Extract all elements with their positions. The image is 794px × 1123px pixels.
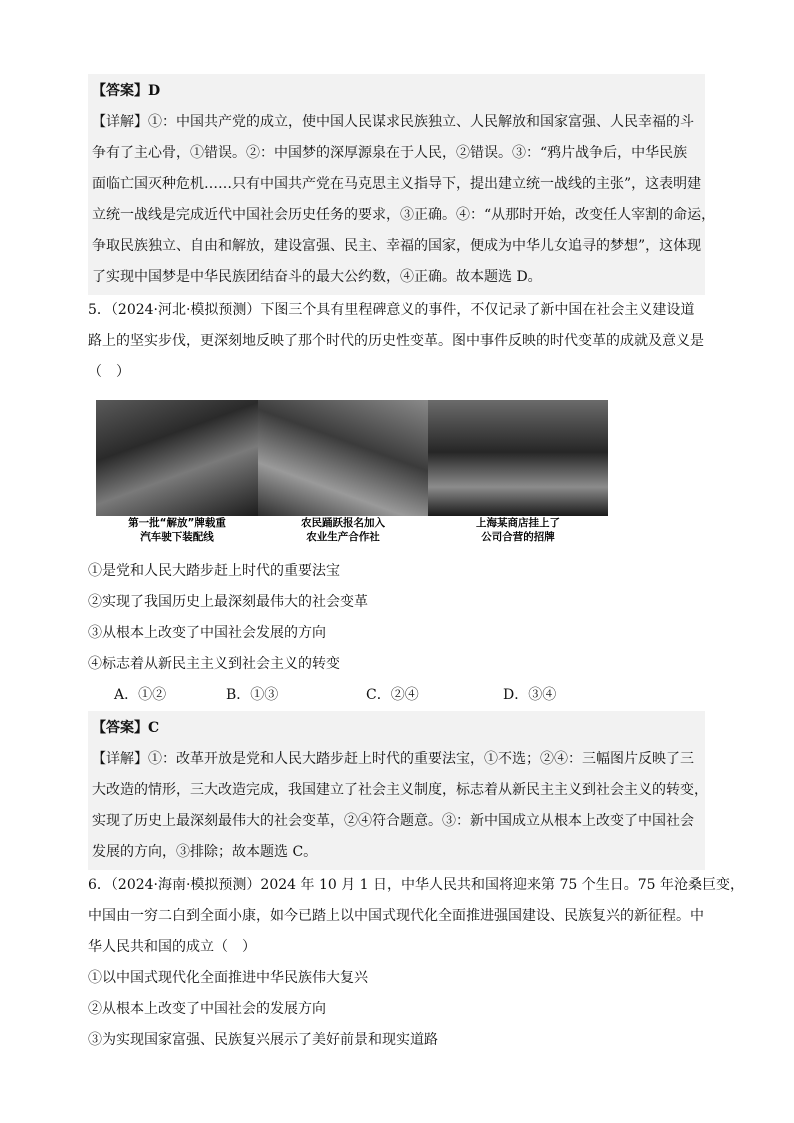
photo-truck-assembly (96, 400, 258, 546)
q5-detail-line: 【详解】①：改革开放是党和人民大踏步赶上时代的重要法宝，①不选；②④：三幅图片反映了三 (92, 751, 694, 767)
photo-truck-image (96, 400, 258, 516)
q4-detail-line: 面临亡国灭种危机……只有中国共产党在马克思主义指导下，提出建立统一战线的主张”，这表明建 (92, 176, 702, 192)
photo-shop-image (428, 400, 608, 516)
q5-option-b: B．①③ (226, 687, 279, 703)
q6-stem-line: 中国由一穷二白到全面小康，如今已踏上以中国式现代化全面推进强国建设、民族复兴的新征程。中 (88, 908, 704, 924)
q5-option-d: D．③④ (503, 687, 557, 703)
q5-question (88, 295, 705, 711)
q5-statement: ④标志着从新民主主义到社会主义的转变 (88, 656, 340, 672)
q5-detail-line: 发展的方向，③排除；故本题选 C。 (92, 844, 318, 860)
q4-detail-line: 立统一战线是完成近代中国社会历史任务的要求，③正确。④：“从那时开始，改变任人宰割的命运， (92, 207, 716, 223)
q5-detail-line: 大改造的情形，三大改造完成，我国建立了社会主义制度，标志着从新民主主义到社会主义的转变， (92, 782, 708, 798)
q6-question (88, 870, 745, 1056)
q4-detail-line: 争有了主心骨，①错误。②：中国梦的深厚源泉在于人民，②错误。③：“鸦片战争后，中华民族 (92, 145, 688, 161)
q4-detail-line: 争取民族独立、自由和解放，建设富强、民主、幸福的国家，便成为中华儿女追寻的梦想”，这体现 (92, 238, 702, 254)
photo-shanghai-shop (428, 400, 608, 546)
q4-detail-line: 了实现中国梦是中华民族团结奋斗的最大公约数，④正确。故本题选 D。 (92, 269, 542, 285)
photo-caption: 第一批“解放”牌载重 汽车驶下装配线 (96, 516, 258, 546)
q5-answer-block (88, 711, 708, 870)
q5-answer-line: 【答案】C (92, 720, 160, 736)
q4-answer-block (88, 74, 716, 295)
q5-options (88, 680, 705, 711)
q6-statement: ①以中国式现代化全面推进中华民族伟大复兴 (88, 970, 368, 986)
q5-statement: ②实现了我国历史上最深刻最伟大的社会变革 (88, 594, 368, 610)
q6-statement: ③为实现国家富强、民族复兴展示了美好前景和现实道路 (88, 1032, 438, 1048)
q6-stem-line: 华人民共和国的成立（ ） (88, 939, 256, 955)
q5-photo-strip (96, 400, 608, 546)
q5-stem-line: 路上的坚实步伐，更深刻地反映了那个时代的历史性变革。图中事件反映的时代变革的成就及意义是 (88, 333, 704, 349)
q4-detail-line: 【详解】①：中国共产党的成立，使中国人民谋求民族独立、人民解放和国家富强、人民幸福的斗 (92, 114, 694, 130)
q5-stem-line: 5．（2024·河北·模拟预测）下图三个具有里程碑意义的事件，不仅记录了新中国在社会主义建设道 (88, 302, 695, 318)
q5-statement: ③从根本上改变了中国社会发展的方向 (88, 625, 326, 641)
photo-farmers-cooperative (258, 400, 428, 546)
photo-farmers-image (258, 400, 428, 516)
document-page (88, 74, 745, 1056)
q5-option-c: C．②④ (366, 687, 419, 703)
q6-statement: ②从根本上改变了中国社会的发展方向 (88, 1001, 326, 1017)
photo-caption: 农民踊跃报名加入 农业生产合作社 (258, 516, 428, 546)
photo-caption: 上海某商店挂上了 公司合营的招牌 (428, 516, 608, 546)
q5-detail-line: 实现了历史上最深刻最伟大的社会变革，②④符合题意。③：新中国成立从根本上改变了中国社会 (92, 813, 694, 829)
q5-statement: ①是党和人民大踏步赶上时代的重要法宝 (88, 563, 340, 579)
q4-answer-line: 【答案】D (92, 83, 161, 99)
q6-stem-line: 6．（2024·海南·模拟预测）2024 年 10 月 1 日，中华人民共和国将迎来第 75 个生日。75 年沧桑巨变， (88, 877, 745, 893)
q5-stem-line: （ ） (88, 364, 130, 380)
q5-option-a: A．①② (114, 687, 167, 703)
